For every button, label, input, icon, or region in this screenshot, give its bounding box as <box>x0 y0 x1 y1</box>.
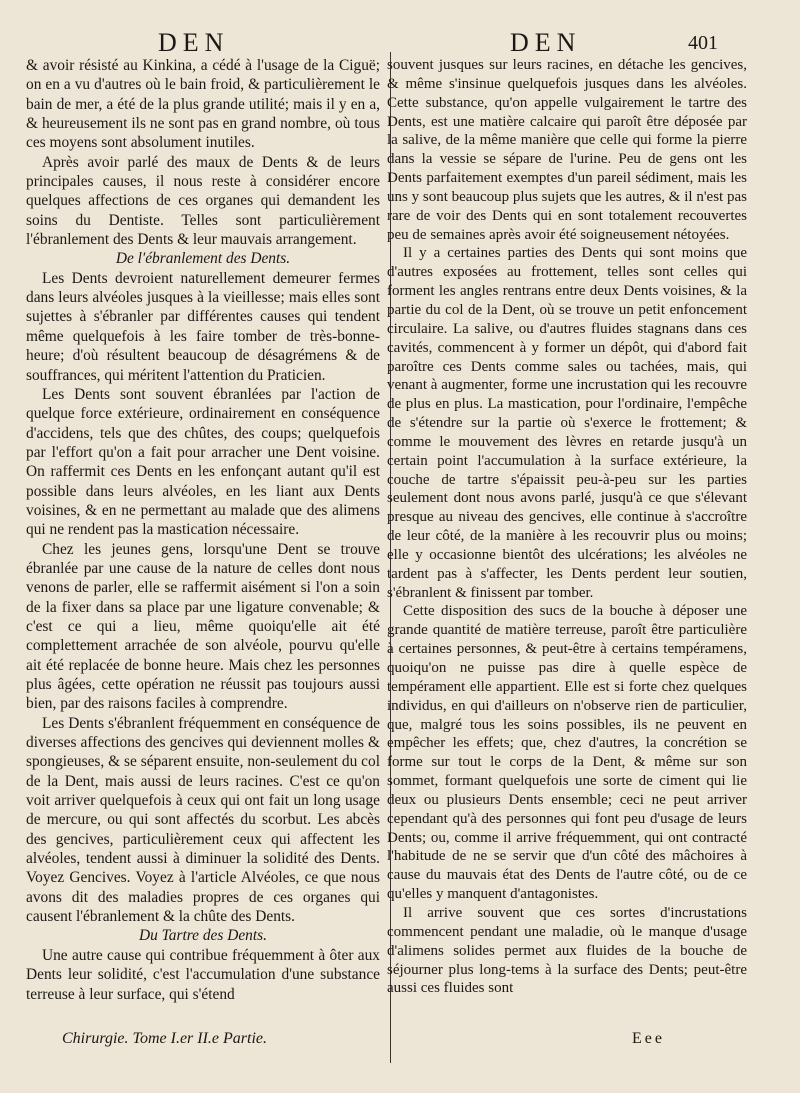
paragraph: Il y a certaines parties des Dents qui sont moins que d'autres exposées au frottement, telles sont celles qui forment les angles rentrans entre deux Dents voisines, & la partie du col de la Dent, où se trouve un petit enfoncement circulaire. La salive, ou d'autres fluides stagnans dans ces cavités, commencent à y former un dépôt, qui d'abord fait paroître ces Dents comme sales ou tachées, mais, qui venant à augmenter, forme une incrustation qui les recouvre de plus en plus. La mastication, pour l'ordinaire, l'empêche de s'étendre sur la partie où s'exerce le frottement; & comme le mouvement des lèvres en retarde jusqu'à un certain point l'accumulation à la surface extérieure, la couche de tartre s'épaissit peu-à-peu sur les parties seulement dont nous avons parlé, jusqu'à ce que s'élevant presque au niveau des gencives, elle continue à s'accroître de leur côté, de la manière à les recouvrir plus ou moins; elle y occasionne bientôt des ulcérations; les alvéoles ne tardent pas à s'affecter, les Dents perdent leur soutien, s'ébranlent & finissent par tomber. <box>387 245 747 601</box>
section-heading: Du Tartre des Dents. <box>139 927 267 945</box>
paragraph: Les Dents sont souvent ébranlées par l'action de quelque force extérieure, ordinairement en conséquence d'accidens, tels que des chûtes, des coups; quelquefois par l'effort qu'on a fait pour arracher une Dent voisine. On raffermit ces Dents en les enfonçant autant qu'il est possible dans leurs alvéoles, en les liant aux Dents voisines, & en ne permettant au malade que des alimens qui ne rendent pas la mastication nécessaire. <box>26 385 380 539</box>
paragraph: & avoir résisté au Kinkina, a cédé à l'usage de la Ciguë; on en a vu d'autres où le bain froid, & particulièrement le bain de mer, a été de la plus grande utilité; mais il y en a, & heureusement ils ne sont pas en grand nombre, où tous ces moyens sont absolument inutiles. <box>26 57 380 152</box>
paragraph: souvent jusques sur leurs racines, en détache les gencives, & même s'insinue quelquefois jusques dans les alvéoles. Cette substance, qu'on appelle vulgairement le tartre des Dents, est une matière calcaire qui paroît être déposée par la salive, de la même manière que celle qui forme la pierre dans la vessie se sépare de l'urine. Peu de gens ont les Dents parfaitement exemptes d'un pareil sédiment, mais les uns y sont beaucoup plus sujets que les autres, & il n'est pas rare de voir des Dents qui en sont totalement recouvertes peu de semaines après avoir été soigneusement nétoyées. <box>387 57 747 243</box>
paragraph: Il arrive souvent que ces sortes d'incrustations commencent pendant une maladie, où le manque d'usage d'alimens solides permet aux fluides de la bouche de séjourner plus long-tems à la surface des Dents; peut-être aussi ces fluides sont <box>387 904 747 997</box>
signature-mark: Eee <box>632 1030 665 1047</box>
paragraph: Une autre cause qui contribue fréquemment à ôter aux Dents leur solidité, c'est l'accumulation d'une substance terreuse à leur surface, qui s'étend <box>26 946 380 1003</box>
paragraph: Les Dents devroient naturellement demeurer fermes dans leurs alvéoles jusques à la vieillesse; mais elles sont sujettes à s'ébranler par différentes causes qui tendent même quelquefois à les faire tomber de très-bonne-heure; d'où résultent beaucoup de désagrémens & de souffrances, qui méritent l'attention du Praticien. <box>26 269 380 384</box>
page-number: 401 <box>688 32 718 54</box>
section-heading: De l'ébranlement des Dents. <box>115 250 291 268</box>
left-column <box>26 56 380 1004</box>
running-head-right: DEN <box>510 28 582 57</box>
paragraph: Les Dents s'ébranlent fréquemment en conséquence de diverses affections des gencives qui deviennent molles & spongieuses, & se séparent ensuite, non-seulement du col de la Dent, mais aussi de leurs racines. C'est ce qu'on voit arriver quelquefois à ceux qui ont fait un long usage de mercure, ou qui sont affectés du scorbut. Les abcès des gencives, particulièrement ceux qui affectent les alvéoles, tendent aussi à diminuer la solidité des Dents. Voyez Gencives. Voyez à l'article Alvéoles, ce que nous avons dit des maladies propres de ces organes qui causent l'ébranlement & la chûte des Dents. <box>26 714 380 926</box>
running-head-left: DEN <box>158 28 230 57</box>
footer-running-title: Chirurgie. Tome I.er II.e Partie. <box>62 1030 268 1047</box>
right-column <box>387 56 747 998</box>
paragraph: Chez les jeunes gens, lorsqu'une Dent se trouve ébranlée par une cause de la nature de celles dont nous venons de parler, elle se raffermit aisément si l'on a soin de la fixer dans sa place par une ligature convenable; & c'est ce qui a lieu, même quoiqu'elle ait été complettement arrachée de son alvéole, pourvu qu'elle ait été replacée de bonne heure. Mais chez les personnes plus âgées, cette opération ne réussit pas toujours aussi bien, par des raisons faciles à comprendre. <box>26 540 380 713</box>
paragraph: Cette disposition des sucs de la bouche à déposer une grande quantité de matière terreuse, paroît être particulière à certaines personnes, & peut-être à certains tempéramens, quoiqu'on ne puisse pas dire à quelle espèce de tempérament elle appartient. Elle est si forte chez quelques individus, en qui d'ailleurs on n'observe rien de particulier, que, malgré tous les soins possibles, ils ne peuvent en empêcher les effets; que, chez d'autres, la concrétion se forme sur tout le corps de la Dent, & même sur son sommet, formant quelquefois une sorte de ciment qui lie deux ou plusieurs Dents ensemble; ceci ne peut arriver cependant qu'à des personnes qui font peu d'usage de leurs Dents; ou, comme il arrive fréquemment, qui ont contracté l'habitude de ne se servir que d'un côté des mâchoires à cause du mauvais état des Dents de l'autre côté, ou de ce qu'elles y manquent d'antagonistes. <box>387 603 747 903</box>
paragraph: Après avoir parlé des maux de Dents & de leurs principales causes, il nous reste à considérer encore quelques affections de ces organes qui demandent les soins du Dentiste. Telles sont particulièrement l'ébranlement des Dents & leur mauvais arrangement. <box>26 153 380 249</box>
